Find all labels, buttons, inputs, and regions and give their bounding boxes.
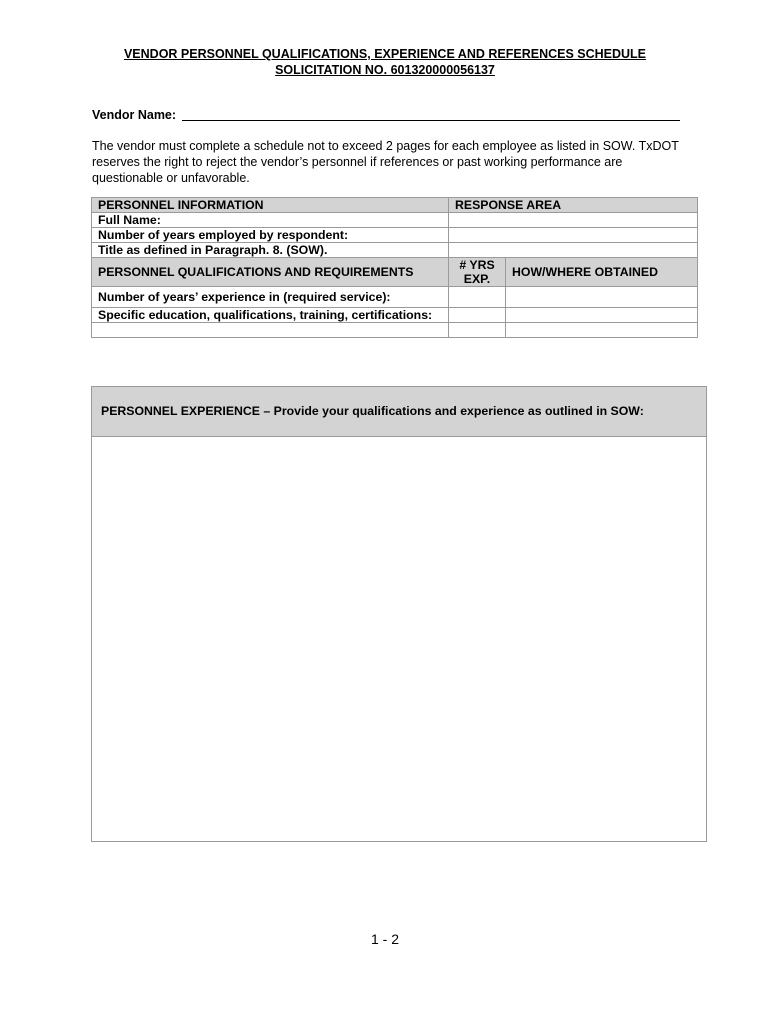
full-name-response[interactable] — [449, 213, 698, 228]
how-where-obtained-header: HOW/WHERE OBTAINED — [506, 258, 698, 287]
personnel-experience-header: PERSONNEL EXPERIENCE – Provide your qualifications and experience as outlined in SOW: — [92, 387, 706, 437]
years-experience-header: # YRS EXP. — [449, 258, 506, 287]
blank-row-years-cell[interactable] — [449, 323, 506, 338]
full-name-label: Full Name: — [92, 213, 449, 228]
personnel-experience-response-area[interactable] — [92, 437, 706, 841]
experience-how-cell[interactable] — [506, 287, 698, 308]
experience-years-cell[interactable] — [449, 287, 506, 308]
title-response[interactable] — [449, 243, 698, 258]
vendor-name-field[interactable] — [182, 120, 680, 121]
vendor-name-label: Vendor Name: — [92, 108, 177, 122]
title-label: Title as defined in Paragraph. 8. (SOW). — [92, 243, 449, 258]
experience-years-label: Number of years’ experience in (required service): — [92, 287, 449, 308]
personnel-information-header: PERSONNEL INFORMATION — [92, 198, 449, 213]
response-area-header: RESPONSE AREA — [449, 198, 698, 213]
document-title: VENDOR PERSONNEL QUALIFICATIONS, EXPERIENCE AND REFERENCES SCHEDULE — [123, 47, 647, 61]
education-how-cell[interactable] — [506, 308, 698, 323]
blank-row-label[interactable] — [92, 323, 449, 338]
blank-row-how-cell[interactable] — [506, 323, 698, 338]
years-employed-response[interactable] — [449, 228, 698, 243]
solicitation-number: SOLICITATION NO. 601320000056137 — [275, 63, 495, 77]
personnel-experience-section — [91, 386, 707, 842]
education-years-cell[interactable] — [449, 308, 506, 323]
education-label: Specific education, qualifications, training, certifications: — [92, 308, 449, 323]
page-number: 1 - 2 — [370, 931, 399, 947]
personnel-table — [91, 197, 698, 338]
qualifications-header: PERSONNEL QUALIFICATIONS AND REQUIREMENTS — [92, 258, 449, 287]
instructions-text: The vendor must complete a schedule not to exceed 2 pages for each employee as listed in SOW. TxDOT reserves the right to reject the vendor’s personnel if references or past working performance are questionable or unfavorable. — [92, 139, 679, 185]
years-employed-label: Number of years employed by respondent: — [92, 228, 449, 243]
